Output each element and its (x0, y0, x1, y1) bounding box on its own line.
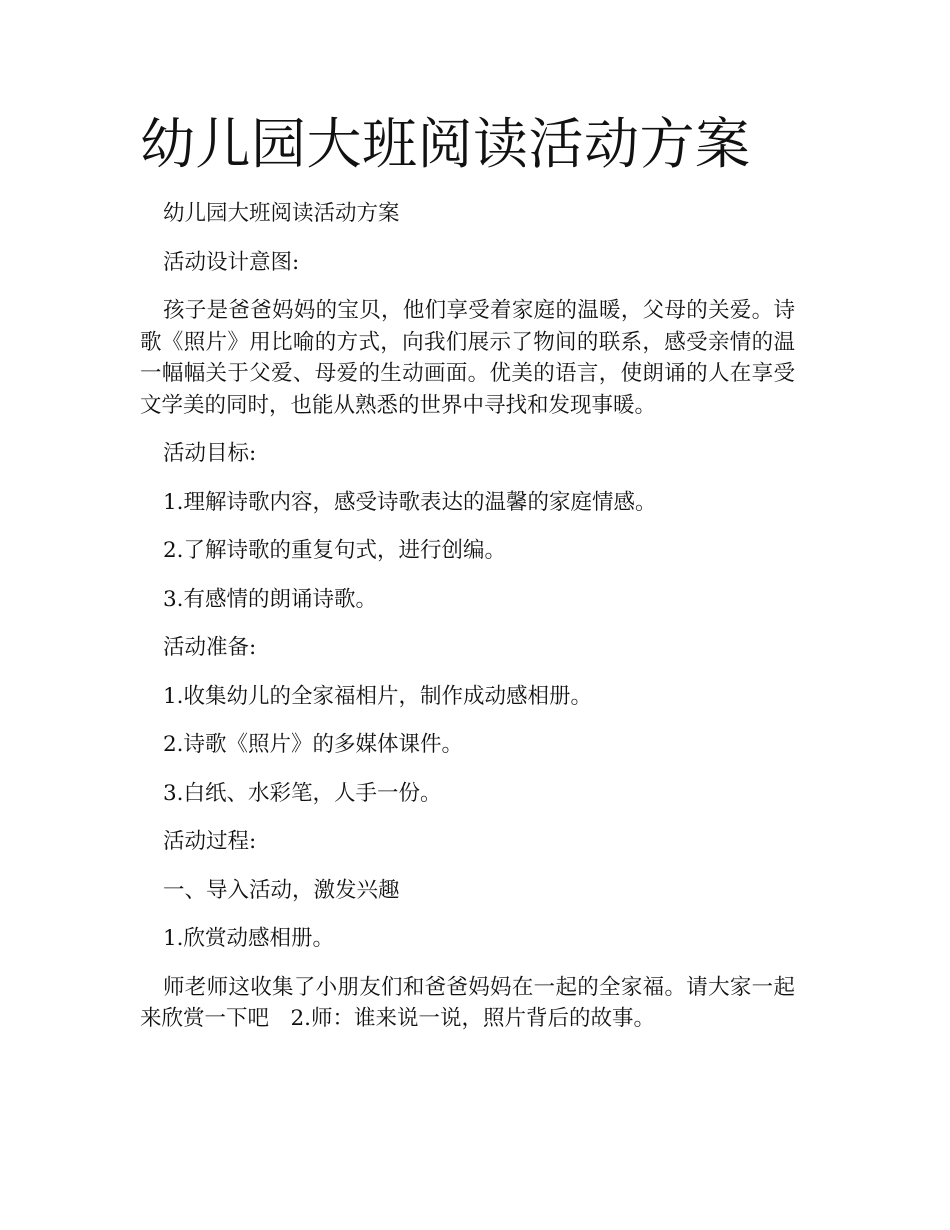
paragraph-process-section-1: 一、导入活动，激发兴趣 (163, 877, 400, 903)
paragraph-preparation-3: 3.白纸、水彩笔，人手一份。 (163, 780, 442, 806)
paragraph-preparation-1: 1.收集幼儿的全家福相片，制作成动感相册。 (163, 683, 593, 709)
paragraph-design-intent-heading: 活动设计意图: (163, 249, 300, 275)
paragraph-subtitle: 幼儿园大班阅读活动方案 (163, 201, 400, 226)
paragraph-process-text: 师老师这收集了小朋友们和爸爸妈妈在一起的全家福。请大家一起来欣赏一下吧 2.师：谁来说一说，照片背后的故事。 (140, 974, 795, 1031)
paragraph-process-heading: 活动过程: (163, 829, 257, 854)
document-body (140, 198, 795, 1052)
document-title: 幼儿园大班阅读活动方案 (140, 112, 751, 176)
paragraph-goal-2: 2.了解诗歌的重复句式，进行创编。 (163, 538, 507, 563)
paragraph-preparation-2: 2.诗歌《照片》的多媒体课件。 (163, 732, 464, 757)
paragraph-goal-1: 1.理解诗歌内容，感受诗歌表达的温馨的家庭情感。 (163, 489, 657, 515)
paragraph-process-step-1: 1.欣赏动感相册。 (163, 926, 335, 951)
paragraph-goals-heading: 活动目标: (163, 441, 257, 466)
paragraph-preparation-heading: 活动准备: (163, 635, 257, 660)
paragraph-design-intent-text: 孩子是爸爸妈妈的宝贝，他们享受着家庭的温暖，父母的关爱。诗歌《照片》用比喻的方式，向我们展示了物间的联系，感受亲情的温一幅幅关于父爱、母爱的生动画面。优美的语言，使朗诵的人在享受文学美的同时，也能从熟悉的世界中寻找和发现事暖。 (140, 298, 795, 418)
paragraph-goal-3: 3.有感情的朗诵诗歌。 (163, 586, 378, 612)
